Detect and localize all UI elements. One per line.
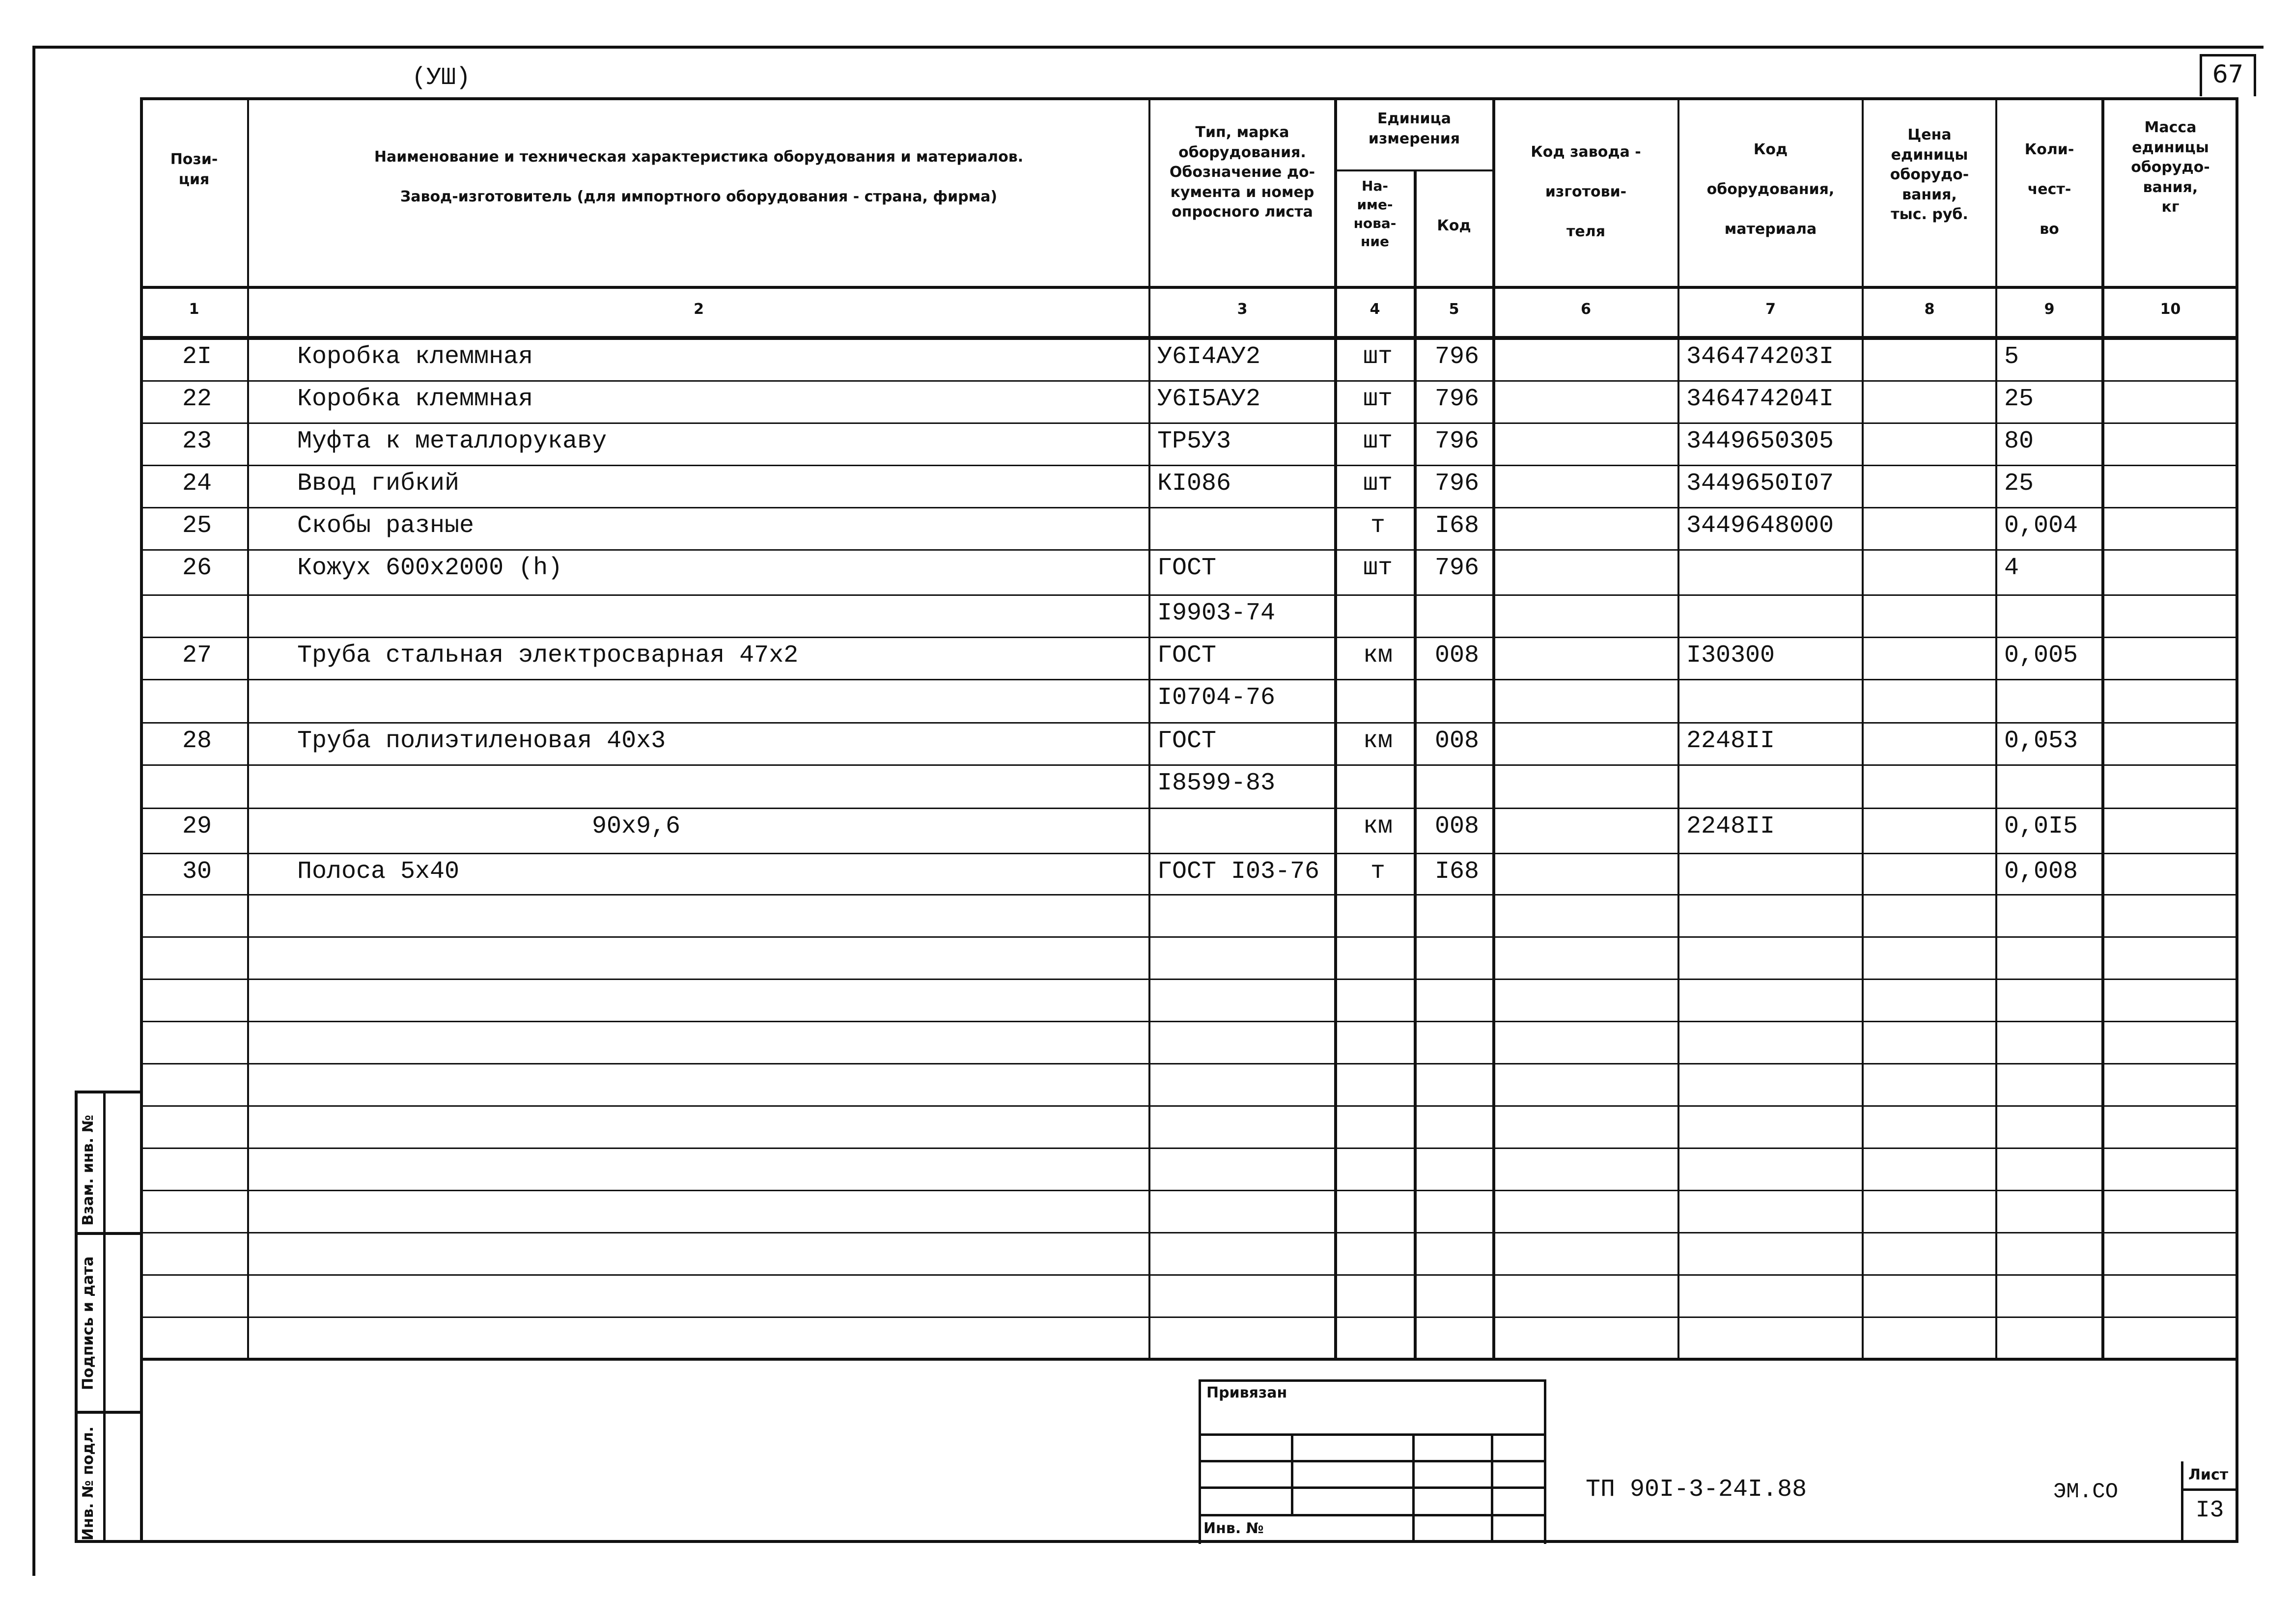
column-header-2: Наименование и техническая характеристика оборудования и материалов. Завод-изготовитель (для импортного оборудования - страна, фирма) — [374, 148, 1024, 205]
column-number-7: 7 — [1765, 301, 1776, 318]
row-line-8 — [140, 722, 2238, 724]
column-number-6: 6 — [1581, 301, 1591, 318]
binding-h3 — [1199, 1486, 1546, 1489]
row-2-unit: шт — [1363, 427, 1393, 455]
document-mark: ЭМ.СО — [2053, 1480, 2119, 1504]
row-line-17 — [140, 1105, 2238, 1107]
row-5-pos: 26 — [182, 554, 212, 582]
row-line-2 — [140, 465, 2238, 466]
row-1-code: 346474204I — [1686, 385, 1834, 413]
row-line-4 — [140, 549, 2238, 551]
row-5-type: ГОСТ — [1157, 554, 1217, 582]
page-number: 67 — [2212, 60, 2244, 88]
column-header-1: Пози- ция — [170, 151, 218, 188]
unit-group-split — [1335, 169, 1493, 171]
row-9-name: Труба полиэтиленовая 40х3 — [297, 727, 666, 755]
row-line-18 — [140, 1148, 2238, 1149]
side-stamp-divider-2 — [75, 1411, 142, 1414]
row-5-name: Кожух 600х2000 (h) — [297, 554, 563, 582]
binding-h2 — [1199, 1460, 1546, 1462]
row-9-unit: км — [1363, 727, 1393, 755]
column-number-5: 5 — [1449, 301, 1459, 318]
side-stamp-vzam: Взам. инв. № — [80, 1115, 97, 1226]
sheet-label: Лист — [2188, 1466, 2229, 1484]
row-5-ucode: 796 — [1434, 554, 1479, 582]
column-header-3: Тип, марка оборудования. Обозначение до- кумента и номер опросного листа — [1169, 124, 1315, 221]
row-4-code: 3449648000 — [1686, 512, 1834, 540]
row-9-pos: 28 — [182, 727, 212, 755]
row-0-code: 346474203I — [1686, 343, 1834, 371]
row-2-ucode: 796 — [1434, 427, 1479, 455]
row-9-type: ГОСТ — [1157, 727, 1217, 755]
row-0-pos: 2I — [182, 343, 212, 371]
column-number-9: 9 — [2044, 301, 2055, 318]
row-5-unit: шт — [1363, 554, 1393, 582]
row-11-qty: 0,0I5 — [2004, 812, 2078, 840]
column-line-4 — [1414, 169, 1417, 1358]
row-line-7 — [140, 679, 2238, 680]
row-line-0 — [140, 380, 2238, 382]
row-12-name: Полоса 5х40 — [297, 858, 460, 886]
row-line-1 — [140, 422, 2238, 424]
row-9-ucode: 008 — [1434, 727, 1479, 755]
row-3-unit: шт — [1363, 470, 1393, 498]
side-stamp-inner-line — [103, 1091, 106, 1543]
row-3-ucode: 796 — [1434, 470, 1479, 498]
row-2-qty: 80 — [2004, 427, 2034, 455]
row-line-9 — [140, 764, 2238, 766]
column-header-8: Цена единицы оборудо- вания, тыс. руб. — [1890, 126, 1969, 223]
row-4-pos: 25 — [182, 512, 212, 540]
row-3-code: 3449650I07 — [1686, 470, 1834, 498]
row-line-19 — [140, 1190, 2238, 1191]
header-bottom-line — [140, 286, 2238, 289]
column-header-6: Код завода - изготови- теля — [1531, 143, 1641, 240]
row-line-3 — [140, 507, 2238, 508]
side-stamp-divider-1 — [75, 1232, 142, 1235]
row-4-ucode: I68 — [1434, 512, 1479, 540]
column-number-8: 8 — [1924, 301, 1935, 318]
row-9-code: 2248II — [1686, 727, 1775, 755]
top-mark: (УШ) — [412, 64, 471, 92]
row-7-unit: км — [1363, 642, 1393, 670]
row-8-type: I0704-76 — [1157, 684, 1276, 712]
column-header-5: Код — [1437, 217, 1471, 234]
row-3-pos: 24 — [182, 470, 212, 498]
row-2-name: Муфта к металлорукаву — [297, 427, 607, 455]
row-1-name: Коробка клеммная — [297, 385, 533, 413]
row-10-type: I8599-83 — [1157, 769, 1276, 797]
row-11-ucode: 008 — [1434, 812, 1479, 840]
document-code: ТП 90I-3-24I.88 — [1586, 1476, 1807, 1504]
row-2-pos: 23 — [182, 427, 212, 455]
side-stamp-inv-podl: Инв. № подл. — [80, 1426, 97, 1540]
column-header-7: Код оборудования, материала — [1706, 141, 1835, 238]
row-4-name: Скобы разные — [297, 512, 475, 540]
binding-v1 — [1291, 1433, 1293, 1516]
number-row-bottom-line — [140, 336, 2238, 340]
row-1-ucode: 796 — [1434, 385, 1479, 413]
row-line-15 — [140, 1021, 2238, 1022]
row-line-10 — [140, 808, 2238, 809]
side-stamp-podpis: Подпись и дата — [80, 1256, 97, 1390]
row-line-16 — [140, 1063, 2238, 1064]
row-11-pos: 29 — [182, 812, 212, 840]
row-7-qty: 0,005 — [2004, 642, 2078, 670]
row-1-pos: 22 — [182, 385, 212, 413]
row-11-unit: км — [1363, 812, 1393, 840]
row-6-type: I9903-74 — [1157, 599, 1276, 627]
inv-no-label: Инв. № — [1203, 1520, 1264, 1537]
row-4-unit: т — [1370, 512, 1385, 540]
binding-h4 — [1199, 1514, 1546, 1516]
column-number-1: 1 — [189, 301, 199, 318]
column-number-2: 2 — [694, 301, 704, 318]
row-line-12 — [140, 894, 2238, 896]
row-2-type: ТР5У3 — [1157, 427, 1231, 455]
row-7-type: ГОСТ — [1157, 642, 1217, 670]
row-line-11 — [140, 853, 2238, 854]
row-line-5 — [140, 594, 2238, 596]
binding-h1 — [1199, 1433, 1546, 1436]
column-number-10: 10 — [2160, 301, 2181, 318]
outer-frame-left — [32, 46, 35, 1576]
column-header-9: Коли- чест- во — [2024, 141, 2074, 238]
row-3-name: Ввод гибкий — [297, 470, 460, 498]
row-line-20 — [140, 1232, 2238, 1233]
row-7-pos: 27 — [182, 642, 212, 670]
row-7-ucode: 008 — [1434, 642, 1479, 670]
binding-v3 — [1491, 1433, 1493, 1542]
sheet-box-divider — [2181, 1488, 2238, 1491]
row-1-type: У6I5АУ2 — [1157, 385, 1261, 413]
column-number-4: 4 — [1370, 301, 1380, 318]
row-11-code: 2248II — [1686, 812, 1775, 840]
row-2-code: 3449650305 — [1686, 427, 1834, 455]
row-7-name: Труба стальная электросварная 47х2 — [297, 642, 799, 670]
column-header-4: На- име- нова- ние — [1353, 178, 1397, 250]
row-line-14 — [140, 979, 2238, 980]
row-line-21 — [140, 1274, 2238, 1276]
row-7-code: I30300 — [1686, 642, 1775, 670]
row-3-type: КI086 — [1157, 470, 1231, 498]
row-1-qty: 25 — [2004, 385, 2034, 413]
row-11-name: 90х9,6 — [592, 812, 681, 840]
row-0-unit: шт — [1363, 343, 1393, 371]
row-12-pos: 30 — [182, 858, 212, 886]
row-0-name: Коробка клеммная — [297, 343, 533, 371]
column-header-10: Масса единицы оборудо- вания, кг — [2131, 119, 2210, 216]
unit-group-header: Единица измерения — [1368, 110, 1460, 147]
row-12-ucode: I68 — [1434, 858, 1479, 886]
column-number-3: 3 — [1237, 301, 1248, 318]
row-3-qty: 25 — [2004, 470, 2034, 498]
row-12-qty: 0,008 — [2004, 858, 2078, 886]
row-line-13 — [140, 936, 2238, 938]
row-12-type: ГОСТ I03-76 — [1157, 858, 1320, 886]
sheet-number: I3 — [2195, 1497, 2224, 1524]
outer-frame-top — [33, 46, 2264, 49]
row-0-qty: 5 — [2004, 343, 2019, 371]
binding-v2 — [1412, 1433, 1415, 1542]
binding-label: Привязан — [1206, 1384, 1287, 1401]
row-line-22 — [140, 1316, 2238, 1318]
row-9-qty: 0,053 — [2004, 727, 2078, 755]
row-0-type: У6I4АУ2 — [1157, 343, 1261, 371]
row-4-qty: 0,004 — [2004, 512, 2078, 540]
row-5-qty: 4 — [2004, 554, 2019, 582]
row-12-unit: т — [1370, 858, 1385, 886]
row-0-ucode: 796 — [1434, 343, 1479, 371]
row-line-6 — [140, 637, 2238, 638]
table-bottom-line — [140, 1358, 2238, 1361]
row-1-unit: шт — [1363, 385, 1393, 413]
